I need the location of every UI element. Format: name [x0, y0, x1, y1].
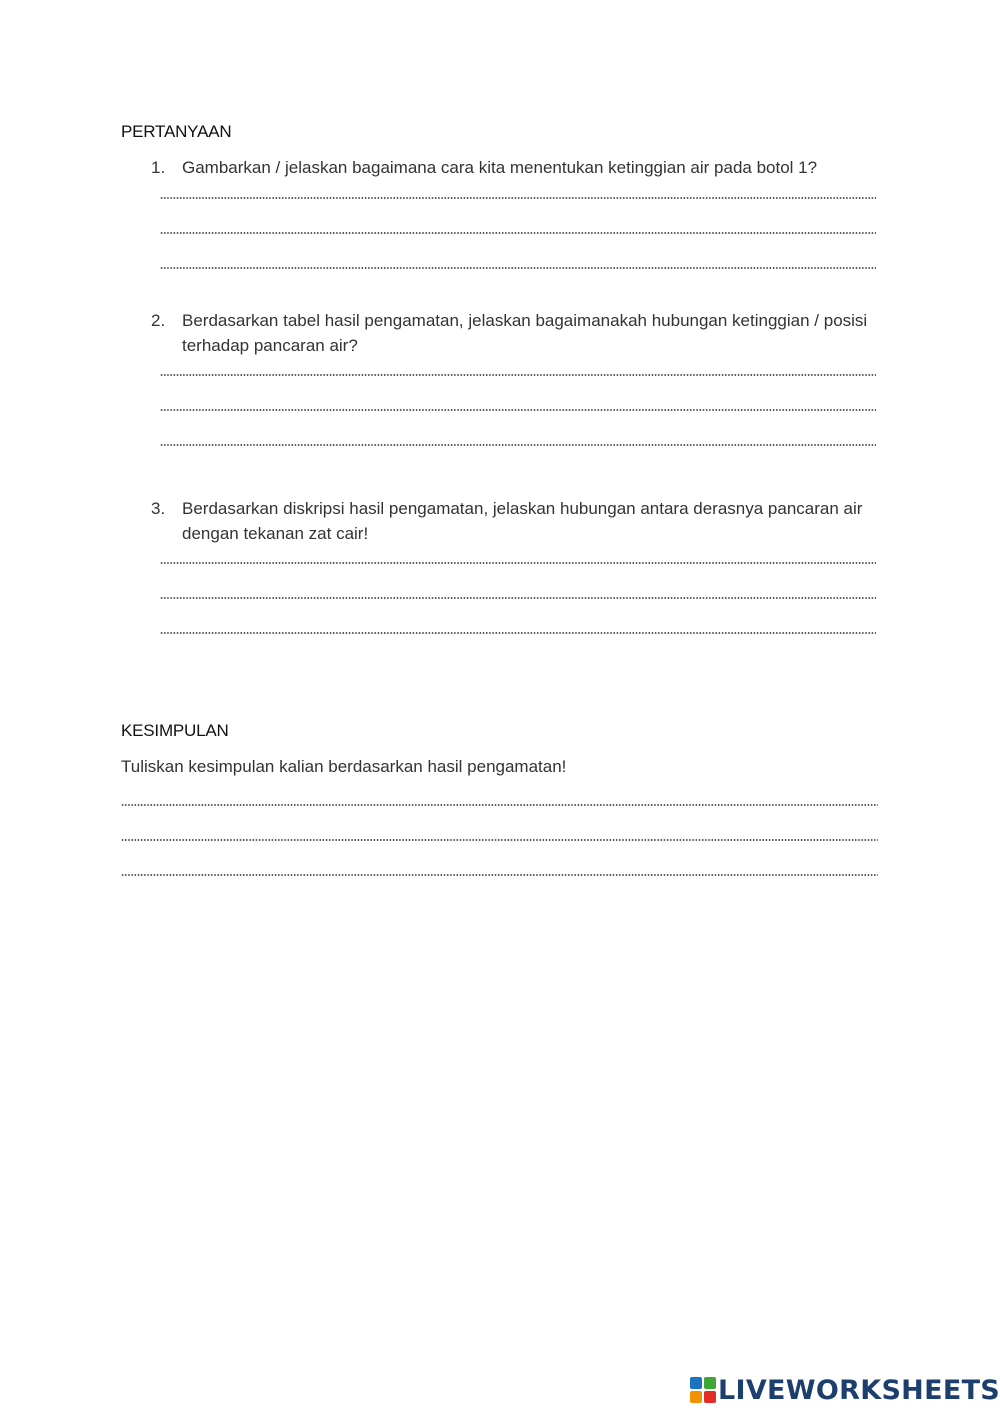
question-3-text: Berdasarkan diskripsi hasil pengamatan, jelaskan hubungan antara derasnya pancaran air dengan tekanan zat cair! — [182, 499, 863, 543]
liveworksheets-logo-icon — [690, 1377, 716, 1403]
kesimpulan-heading: KESIMPULAN — [121, 721, 229, 740]
pertanyaan-heading: PERTANYAAN — [121, 122, 232, 141]
question-1-text: Gambarkan / jelaskan bagaimana cara kita menentukan ketinggian air pada botol 1? — [182, 158, 818, 177]
answer-1-line-3[interactable] — [160, 267, 876, 269]
answer-3-line-1[interactable] — [160, 562, 876, 564]
kesimpulan-line-2[interactable] — [121, 839, 878, 841]
answer-2-line-3[interactable] — [160, 444, 876, 446]
answer-1-line-2[interactable] — [160, 232, 876, 234]
answer-3-line-3[interactable] — [160, 632, 876, 634]
brand-name: LIVEWORKSHEETS — [718, 1374, 1000, 1406]
kesimpulan-line-1[interactable] — [121, 804, 878, 806]
answer-1-line-1[interactable] — [160, 197, 876, 199]
kesimpulan-instruction: Tuliskan kesimpulan kalian berdasarkan hasil pengamatan! — [121, 757, 567, 776]
question-1-number: 1. — [151, 158, 166, 177]
answer-3-line-2[interactable] — [160, 597, 876, 599]
question-2-text: Berdasarkan tabel hasil pengamatan, jelaskan bagaimanakah hubungan ketinggian / posisi terhadap pancaran air? — [182, 311, 868, 355]
liveworksheets-brand — [690, 1373, 1000, 1407]
answer-2-line-2[interactable] — [160, 409, 876, 411]
answer-2-line-1[interactable] — [160, 374, 876, 376]
question-2-number: 2. — [151, 311, 166, 330]
kesimpulan-line-3[interactable] — [121, 874, 878, 876]
question-3-number: 3. — [151, 499, 166, 518]
